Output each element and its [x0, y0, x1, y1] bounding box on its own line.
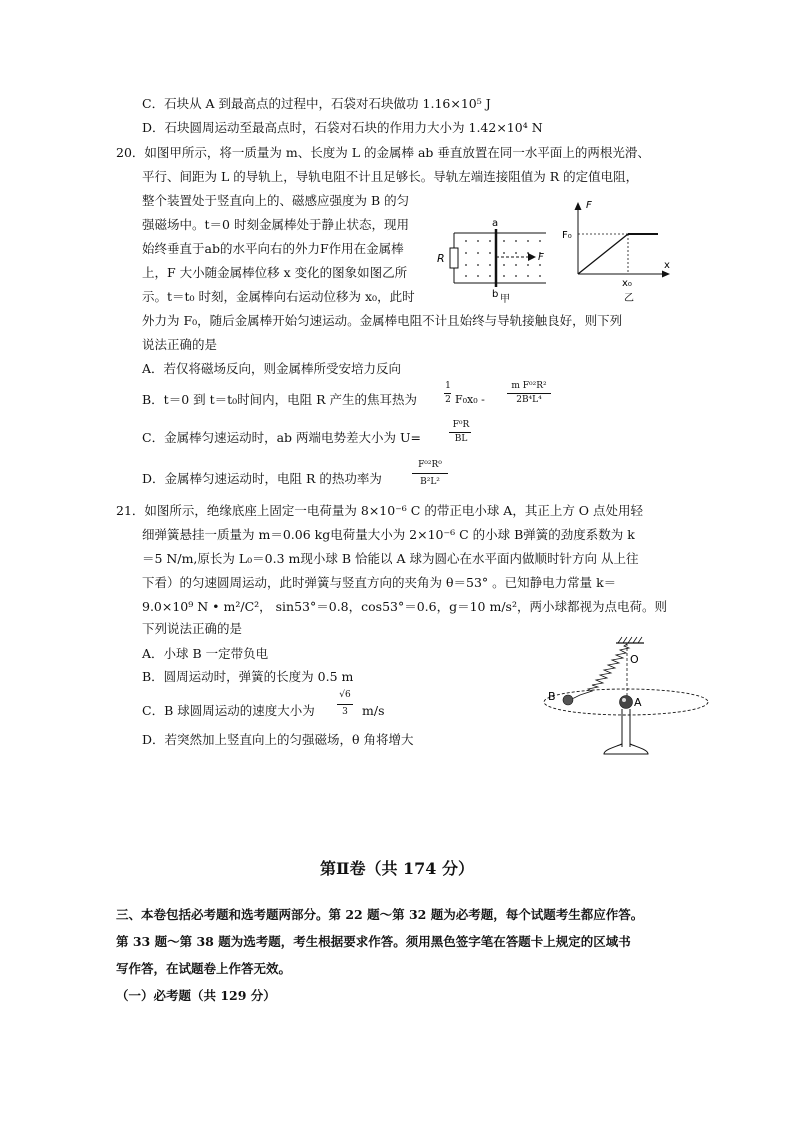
q21-fig-label-o: O	[630, 653, 639, 666]
q20-option-c-numerator: F⁰R	[452, 420, 470, 430]
q20-option-b-half-denominator: 2	[445, 395, 451, 405]
q21-option-c-prefix: C．B 球圆周运动的速度大小为	[142, 703, 315, 718]
q21-option-d: D．若突然加上竖直向上的匀强磁场，θ 角将增大	[142, 732, 414, 747]
q20-fig-label-f0: F₀	[562, 230, 572, 241]
q20-fig-label-x-axis: x	[664, 260, 670, 271]
q20-option-b-fraction-bar	[507, 393, 551, 394]
q20-stem-line: 上，F 大小随金属棒位移 x 变化的图象如图乙所	[142, 265, 408, 280]
q20-option-b-numerator: m F⁰²R²	[511, 381, 547, 391]
q21-fig-label-a: A	[634, 696, 642, 709]
q21-stem-line: 细弹簧悬挂一质量为 m＝0.06 kg电荷量大小为 2×10⁻⁶ C 的小球 B弹簧的劲度系数为 k	[142, 527, 635, 542]
q21-option-c-denominator: 3	[342, 707, 348, 717]
q19-option-d: D．石块圆周运动至最高点时，石袋对石块的作用力大小为 1.42×10⁴ N	[142, 120, 543, 135]
q20-option-d-numerator: F⁰²R⁰	[418, 460, 442, 470]
q20-stem-line: 强磁场中。t＝0 时刻金属棒处于静止状态，现用	[142, 217, 409, 232]
q20-option-d-fraction-bar	[412, 473, 448, 474]
q20-stem-line: 示。t＝t₀ 时刻，金属棒向右运动位移为 x₀，此时	[142, 289, 415, 304]
q20-option-b-denominator: 2B⁴L⁴	[516, 395, 542, 405]
q20-stem-line: 始终垂直于ab的水平向右的外力F作用在金属棒	[142, 241, 404, 256]
q21-option-a: A．小球 B 一定带负电	[142, 646, 269, 661]
q21-stem-line: 21．如图所示，绝缘底座上固定一电荷量为 8×10⁻⁶ C 的带正电小球 A，其正上方 O 点处用轻	[116, 503, 644, 518]
q21-option-c-fraction-bar	[337, 704, 353, 705]
q20-option-d-prefix: D．金属棒匀速运动时，电阻 R 的热功率为	[142, 471, 382, 486]
q20-option-b-mid: F₀x₀ -	[455, 393, 485, 406]
section-instruction-line: 三、本卷包括必考题和选考题两部分。第 22 题～第 32 题为必考题，每个试题考生都应作答。	[116, 907, 644, 922]
q20-stem-line: 说法正确的是	[142, 337, 218, 352]
q20-option-c-denominator: BL	[454, 434, 468, 444]
q20-fig-label-f-axis: F	[586, 200, 592, 211]
q20-stem-line: 平行、间距为 L 的导轨上，导轨电阻不计且足够长。导轨左端连接阻值为 R 的定值电阻，	[142, 169, 639, 184]
q20-option-b-half-bar	[444, 393, 451, 394]
section-title: 第Ⅱ卷（共 174 分）	[319, 859, 475, 878]
q20-fig-label-f: F	[538, 252, 544, 263]
q20-stem-line: 整个装置处于竖直向上的、磁感应强度为 B 的匀	[142, 193, 410, 208]
q20-stem-line: 外力为 F₀，随后金属棒开始匀速运动。金属棒电阻不计且始终与导轨接触良好，则下列	[142, 313, 623, 328]
q20-option-b-prefix: B．t＝0 到 t＝t₀时间内，电阻 R 产生的焦耳热为	[142, 392, 418, 407]
q19-option-c: C．石块从 A 到最高点的过程中，石袋对石块做功 1.16×10⁵ J	[142, 96, 491, 111]
q21-figure	[540, 636, 720, 762]
q20-stem-line: 20．如图甲所示，将一质量为 m、长度为 L 的金属棒 ab 垂直放置在同一水平面上的两根光滑、	[116, 145, 650, 160]
q20-fig-label-a: a	[492, 218, 499, 229]
q21-stem-line: ＝5 N/m,原长为 L₀＝0.3 m现小球 B 恰能以 A 球为圆心在水平面内做顺时针方向 从上往	[142, 551, 639, 566]
q21-fig-label-b: B	[548, 690, 556, 703]
q20-figure-jia	[434, 213, 554, 305]
q21-option-c-unit: m/s	[362, 703, 385, 718]
q20-option-d-denominator: B²L²	[420, 477, 440, 487]
q20-option-a: A．若仅将磁场反向，则金属棒所受安培力反向	[142, 361, 402, 376]
section-instruction-line: 第 33 题～第 38 题为选考题，考生根据要求作答。须用黑色签字笔在答题卡上规定的区域书	[116, 934, 631, 949]
q21-option-b: B．圆周运动时，弹簧的长度为 0.5 m	[142, 669, 354, 684]
q20-figure-yi	[562, 198, 674, 305]
q20-fig-caption-yi: 乙	[624, 293, 634, 304]
q20-option-c-prefix: C．金属棒匀速运动时，ab 两端电势差大小为 U=	[142, 430, 421, 445]
q20-option-c-fraction-bar	[449, 432, 471, 433]
q21-stem-line: 下列说法正确的是	[142, 621, 243, 636]
q21-option-c-numerator: √6	[339, 690, 351, 700]
q21-stem-line: 下看）的匀速圆周运动，此时弹簧与竖直方向的夹角为 θ＝53° 。已知静电力常量 k＝	[142, 575, 617, 590]
q20-option-b-half-numerator: 1	[445, 381, 451, 391]
q20-fig-label-x0: x₀	[622, 278, 632, 289]
q20-fig-label-b: b	[492, 289, 499, 300]
subsection-title: （一）必考题（共 129 分）	[116, 988, 276, 1003]
q20-fig-caption-jia: 甲	[500, 294, 510, 305]
q20-fig-label-r: R	[437, 252, 445, 265]
q21-stem-line: 9.0×10⁹ N • m²/C²， sin53°＝0.8，cos53°＝0.6，g＝10 m/s²，两小球都视为点电荷。则	[142, 599, 667, 614]
section-instruction-line: 写作答，在试题卷上作答无效。	[116, 961, 292, 976]
